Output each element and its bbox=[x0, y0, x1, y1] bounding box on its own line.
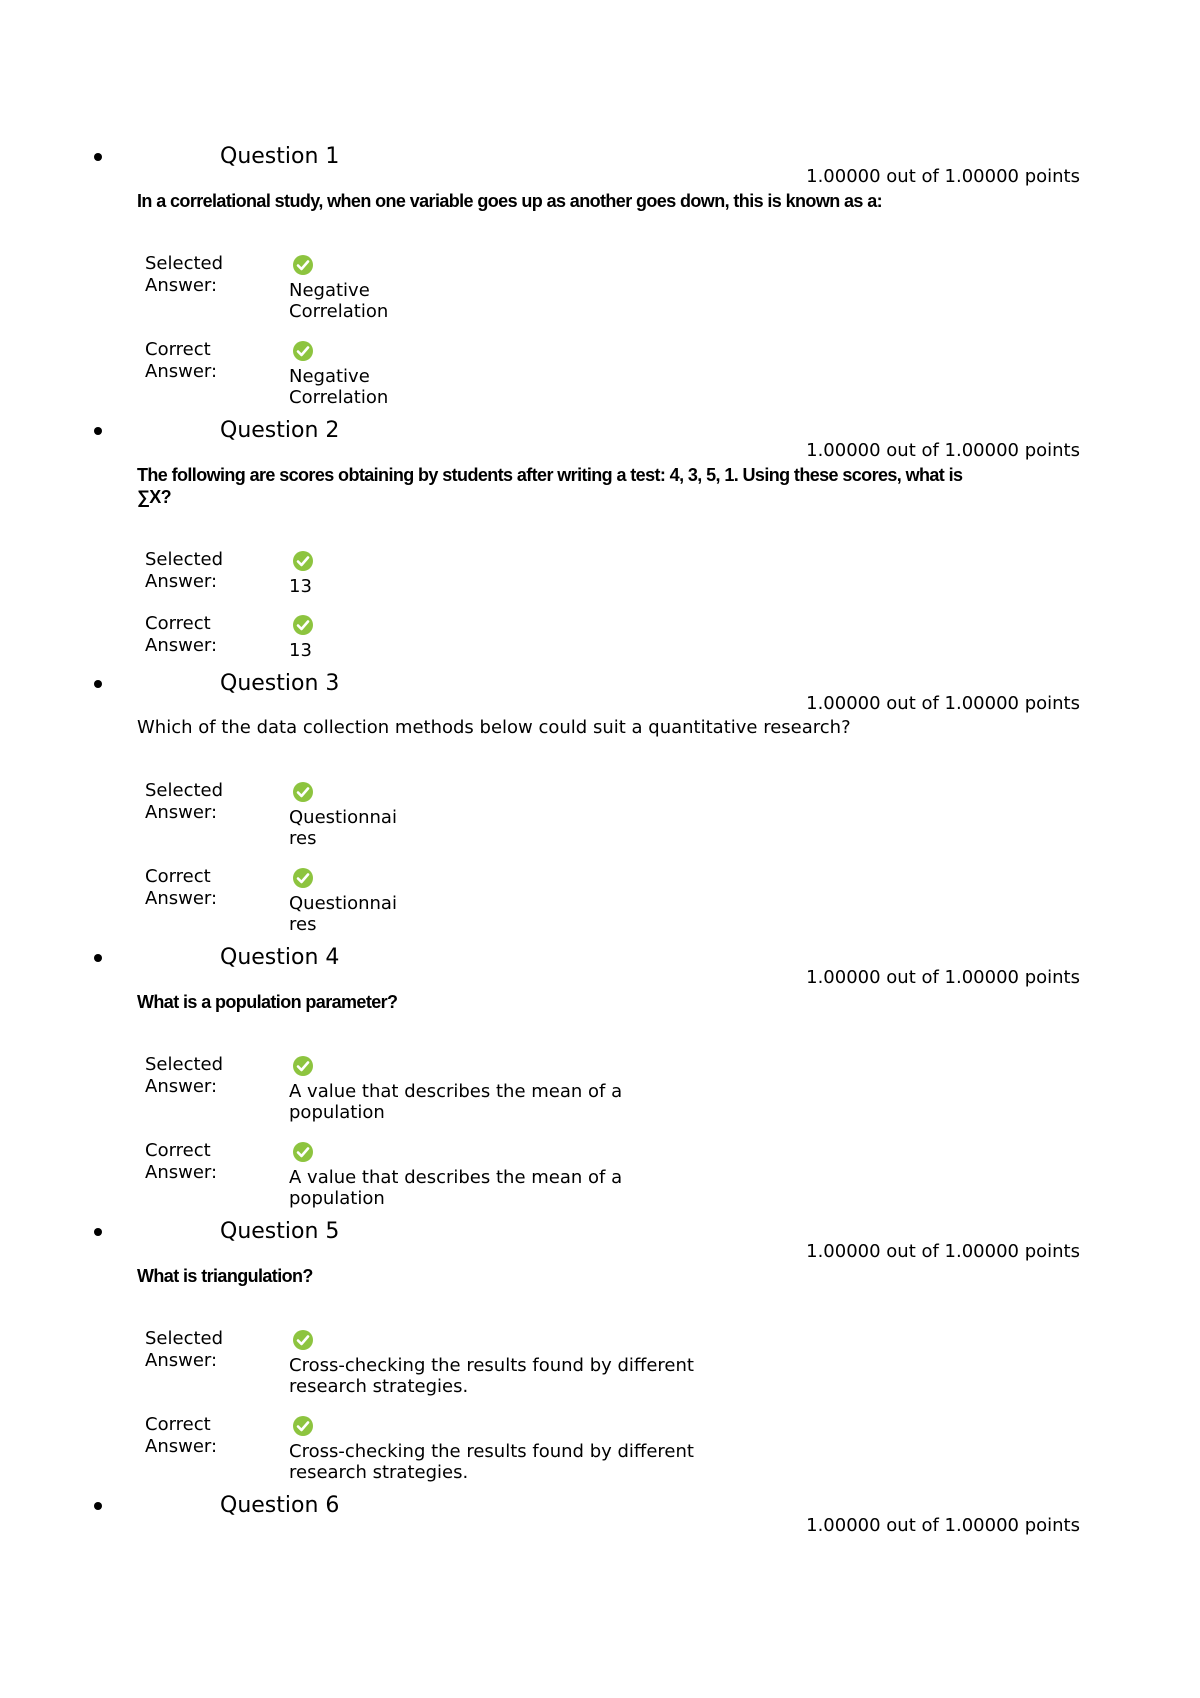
question-title: Question 5 bbox=[220, 1219, 340, 1244]
correct-answer-value: Questionnaires bbox=[289, 893, 397, 935]
correct-answer-value: Negative Correlation bbox=[289, 366, 389, 408]
selected-answer-value: Negative Correlation bbox=[289, 280, 389, 322]
question-text: What is triangulation? bbox=[137, 1266, 313, 1286]
question-points: 1.00000 out of 1.00000 points bbox=[806, 693, 1080, 714]
list-bullet bbox=[94, 1502, 102, 1510]
question-title: Question 1 bbox=[220, 144, 340, 169]
question-title: Question 6 bbox=[220, 1493, 340, 1518]
question-text: In a correlational study, when one variable goes up as another goes down, this is known as a: bbox=[137, 191, 883, 211]
question-text: What is a population parameter? bbox=[137, 992, 398, 1012]
question-points: 1.00000 out of 1.00000 points bbox=[806, 1241, 1080, 1262]
question-text: The following are scores obtaining by students after writing a test: 4, 3, 5, 1. Using these scores, what is ∑X? bbox=[137, 465, 963, 507]
question-title: Question 4 bbox=[220, 945, 340, 970]
list-bullet bbox=[94, 680, 102, 688]
correct-answer-value: Cross-checking the results found by different research strategies. bbox=[289, 1441, 694, 1483]
correct-answer-label: Correct Answer: bbox=[145, 613, 218, 656]
check-circle-icon bbox=[292, 340, 314, 362]
selected-answer-value: 13 bbox=[289, 576, 312, 597]
check-circle-icon bbox=[292, 1329, 314, 1351]
correct-answer-label: Correct Answer: bbox=[145, 339, 218, 382]
check-circle-icon bbox=[292, 1415, 314, 1437]
check-circle-icon bbox=[292, 781, 314, 803]
question-title: Question 3 bbox=[220, 671, 340, 696]
question-points: 1.00000 out of 1.00000 points bbox=[806, 440, 1080, 461]
selected-answer-value: Cross-checking the results found by different research strategies. bbox=[289, 1355, 694, 1397]
check-circle-icon bbox=[292, 614, 314, 636]
correct-answer-label: Correct Answer: bbox=[145, 1140, 218, 1183]
question-points: 1.00000 out of 1.00000 points bbox=[806, 166, 1080, 187]
question-title: Question 2 bbox=[220, 418, 340, 443]
check-circle-icon bbox=[292, 1141, 314, 1163]
correct-answer-value: 13 bbox=[289, 640, 312, 661]
selected-answer-label: Selected Answer: bbox=[145, 780, 224, 823]
selected-answer-label: Selected Answer: bbox=[145, 1328, 224, 1371]
check-circle-icon bbox=[292, 1055, 314, 1077]
question-points: 1.00000 out of 1.00000 points bbox=[806, 1515, 1080, 1536]
list-bullet bbox=[94, 427, 102, 435]
selected-answer-value: Questionnaires bbox=[289, 807, 397, 849]
question-text: Which of the data collection methods below could suit a quantitative research? bbox=[137, 717, 851, 738]
selected-answer-label: Selected Answer: bbox=[145, 1054, 224, 1097]
list-bullet bbox=[94, 153, 102, 161]
list-bullet bbox=[94, 954, 102, 962]
list-bullet bbox=[94, 1228, 102, 1236]
question-points: 1.00000 out of 1.00000 points bbox=[806, 967, 1080, 988]
correct-answer-value: A value that describes the mean of a population bbox=[289, 1167, 623, 1209]
check-circle-icon bbox=[292, 867, 314, 889]
check-circle-icon bbox=[292, 254, 314, 276]
selected-answer-value: A value that describes the mean of a population bbox=[289, 1081, 623, 1123]
correct-answer-label: Correct Answer: bbox=[145, 1414, 218, 1457]
selected-answer-label: Selected Answer: bbox=[145, 253, 224, 296]
check-circle-icon bbox=[292, 550, 314, 572]
selected-answer-label: Selected Answer: bbox=[145, 549, 224, 592]
correct-answer-label: Correct Answer: bbox=[145, 866, 218, 909]
